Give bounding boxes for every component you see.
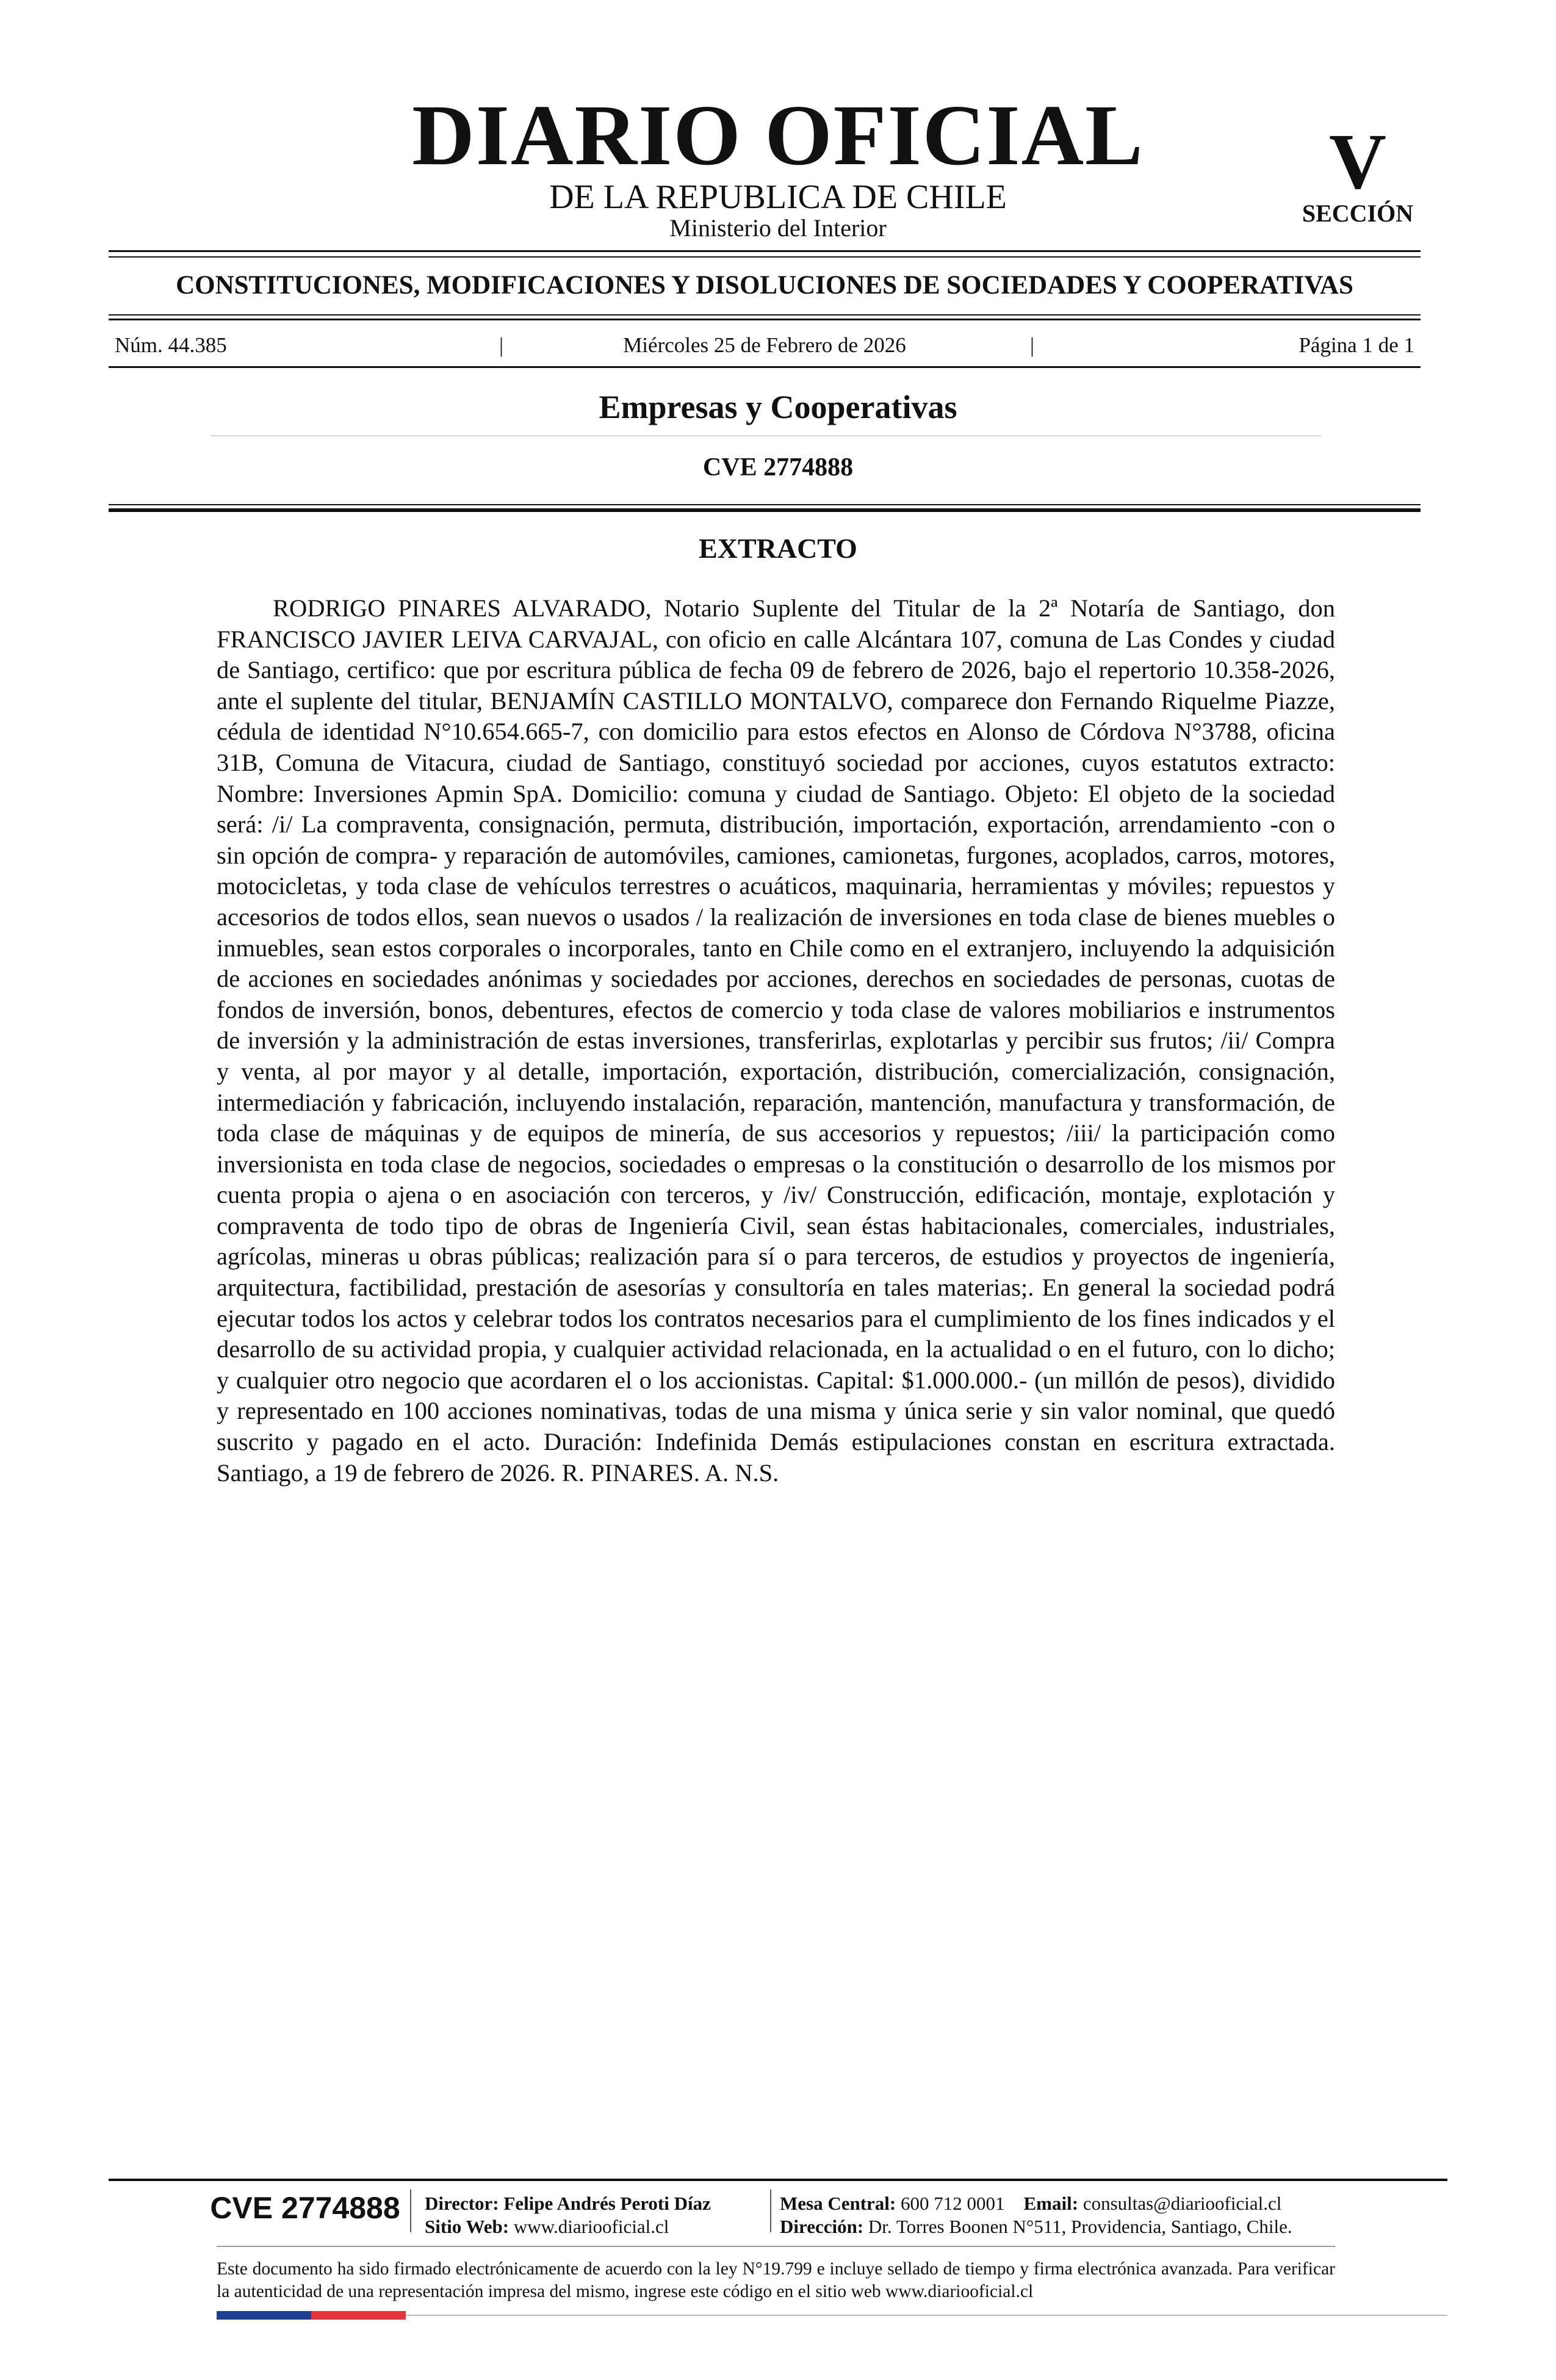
divider — [109, 508, 1421, 512]
address-value: Dr. Torres Boonen N°511, Providencia, Santiago, Chile. — [868, 2216, 1292, 2237]
section-label: SECCIÓN — [1302, 200, 1414, 227]
director-label: Director: — [425, 2193, 499, 2214]
site-label: Sitio Web: — [425, 2216, 510, 2237]
category-title: Empresas y Cooperativas — [599, 389, 957, 425]
newspaper-title: DIARIO OFICIAL — [412, 87, 1144, 183]
meta-separator: | — [1030, 333, 1035, 357]
newspaper-subtitle: DE LA REPUBLICA DE CHILE — [549, 178, 1007, 216]
extract-body: RODRIGO PINARES ALVARADO, Notario Suplente del Titular de la 2ª Notaría de Santiago, don FRANCISCO JAVIER LEIVA CARVAJAL, con oficio en calle Alcántara 107, comuna de Las Condes y ciudad de Santiago, certifico: que por escritura pública de fecha 09 de febrero de 2026, bajo el repertorio 10.358-2026, ante el suplente del titular, BENJAMÍN CASTILLO MONTALVO, comparece don Fernando Riquelme Piazze, cédula de identidad N°10.654.665-7, con domicilio para estos efectos en Alonso de Córdova N°3788, oficina 31B, Comuna de Vitacura, ciudad de Santiago, constituyó sociedad por acciones, cuyos estatutos extracto: Nombre: Inversiones Apmin SpA. Domicilio: comuna y ciudad de Santiago. Objeto: El objeto de la sociedad será: /i/ La compraventa, consignación, permuta, distribución, importación, exportación, arrendamiento -con o sin opción de compra- y reparación de automóviles, camiones, camionetas, furgones, acoplados, carros, motores, motocicletas, y toda clase de vehículos terrestres o acuáticos, maquinaria, herramientas y móviles; repuestos y accesorios de todos ellos, sean nuevos o usados / la realización de inversiones en toda clase de bienes muebles o inmuebles, sean estos corporales o incorporales, tanto en Chile como en el extranjero, incluyendo la adquisición de acciones en sociedades anónimas y sociedades por acciones, derechos en sociedades de personas, cuotas de fondos de inversión, bonos, debentures, efectos de comercio y toda clase de valores mobiliarios e instrumentos de inversión y la administración de estas inversiones, transferirlas, explotarlas y percibir sus frutos; /ii/ Compra y venta, al por mayor y al detalle, importación, exportación, distribución, comercialización, consignación, intermediación y fabricación, incluyendo instalación, reparación, mantención, manufactura y transformación, de toda clase de máquinas y de equipos de minería, de sus accesorios y repuestos; /iii/ la participación como inversionista en toda clase de negocios, sociedades o empresas o la constitución o desarrollo de los mismos por cuenta propia o ajena o en asociación con terceros, y /iv/ Construcción, edificación, montaje, explotación y compraventa de todo tipo de obras de Ingeniería Civil, sean éstas habitacionales, comerciales, industriales, agrícolas, mineras u obras públicas; realización para sí o para terceros, de estudios y proyectos de ingeniería, arquitectura, factibilidad, prestación de asesorías y consultoría en tales materias;. En general la sociedad podrá ejecutar todos los actos y celebrar todos los contratos necesarios para el cumplimiento de los fines indicados y el desarrollo de su actividad propia, y cualquier actividad relacionada, en la actualidad o en el futuro, con lo dicho; y cualquier otro negocio que acordaren el o los accionistas. Capital: $1.000.000.- (un millón de pesos), dividido y representado en 100 acciones nominativas, todas de una misma y única serie y sin valor nominal, que quedó suscrito y pagado en el acto. Duración: Indefinida Demás estipulaciones constan en escritura extractada. Santiago, a 19 de febrero de 2026. R. PINARES. A. N.S. — [217, 594, 1335, 1487]
director-name: Felipe Andrés Peroti Díaz — [503, 2193, 711, 2214]
email-label: Email: — [1023, 2193, 1079, 2214]
meta-separator: | — [499, 333, 504, 357]
divider — [109, 319, 1421, 320]
flag-stripe-red — [311, 2311, 406, 2320]
issue-date: Miércoles 25 de Febrero de 2026 — [623, 333, 906, 357]
divider — [211, 435, 1321, 436]
divider — [109, 366, 1421, 368]
footer-separator — [770, 2190, 771, 2232]
document-heading: EXTRACTO — [699, 533, 857, 564]
page-indicator: Página 1 de 1 — [1298, 333, 1414, 357]
footer-divider — [217, 2246, 1335, 2247]
divider — [109, 250, 1421, 252]
email-link[interactable]: consultas@diariooficial.cl — [1082, 2193, 1282, 2214]
section-title: CONSTITUCIONES, MODIFICACIONES Y DISOLUCIONES DE SOCIEDADES Y COOPERATIVAS — [176, 271, 1353, 300]
legal-notice: Este documento ha sido firmado electrónicamente de acuerdo con la ley N°19.799 e incluye sellado de tiempo y firma electrónica avanzada. Para verificar la autenticidad de una representación impresa del mismo, ingrese este código en el sitio web www.diariooficial.cl — [217, 2259, 1335, 2301]
footer-separator — [410, 2190, 411, 2232]
mesa-phone: 600 712 0001 — [901, 2193, 1005, 2214]
ministry-label: Ministerio del Interior — [669, 214, 887, 242]
address-label: Dirección: — [780, 2216, 864, 2237]
cve-code: CVE 2774888 — [702, 453, 854, 481]
footer-divider — [109, 2179, 1447, 2181]
divider — [109, 256, 1421, 258]
footer-director-block — [425, 2192, 711, 2238]
footer-cve-code: CVE 2774888 — [210, 2191, 400, 2225]
mesa-label: Mesa Central: — [780, 2193, 896, 2214]
footer-contact-block — [780, 2192, 1292, 2238]
divider — [109, 314, 1421, 316]
flag-stripe-blue — [217, 2311, 311, 2320]
issue-number: Núm. 44.385 — [115, 333, 227, 357]
divider — [109, 504, 1421, 505]
section-letter: V — [1329, 118, 1386, 206]
site-link[interactable]: www.diariooficial.cl — [513, 2216, 669, 2237]
footer-bottom-line — [406, 2315, 1447, 2316]
